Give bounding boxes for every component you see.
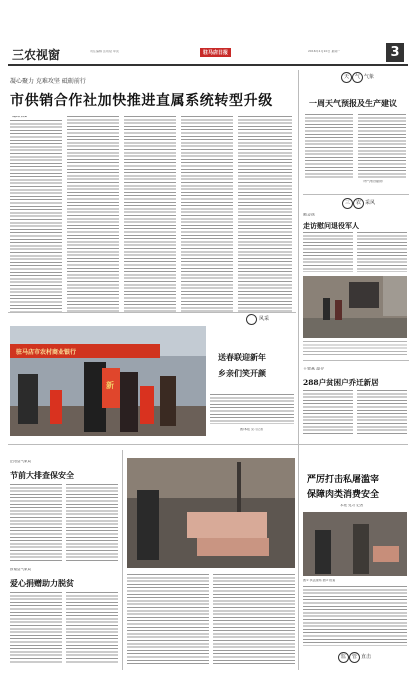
photo-person [120,372,138,432]
weather-tag-char-1: 天 [341,72,352,83]
slaughter-text-1 [127,574,209,664]
couplet-text: 新 [106,381,114,390]
feature-kicker: 师灵选 [303,213,315,217]
news-text-2 [357,390,407,436]
news-headline: 288户贫困户乔迁新居 [303,378,379,387]
story2-headline: 爱心捐赠助力脱贫 [10,578,74,588]
meat-headline-2: 保障肉类消费安全 [307,490,380,500]
red-couplet-tag [102,368,120,408]
feature-caption-circle [246,314,257,325]
date-line: 2016年1月10日 星期一 [308,50,341,53]
photo-meat [187,512,267,538]
story1-text-1 [10,484,62,562]
page-number: 3 [386,43,404,62]
lead-column-1 [10,120,62,312]
weather-tag [341,72,391,82]
feature-photo-caption [303,341,407,355]
feature-tag-char-1: 三 [342,198,353,209]
right-rule-1 [303,194,409,195]
photo-person [18,374,38,424]
story2-text-2 [66,592,118,664]
meat-tag [338,652,398,664]
story2-kicker: 汝南县气象局 [10,568,31,571]
lower-rule [8,444,408,445]
story2-text-1 [10,592,62,664]
weather-footer: （市气象台提供） [361,180,386,183]
photo-ground [10,406,206,436]
banner-rule-top [8,312,296,313]
masthead-rule [8,64,408,66]
photo-truck [349,282,379,308]
meat-tag-tail: 直击 [361,654,372,660]
story1-kicker: 正阳县气象局 [10,460,31,463]
photo-building [383,276,407,316]
feature-photo [303,276,407,338]
banner-headline-2: 乡亲们笑开颜 [218,368,266,378]
weather-tag-tail: 气象 [364,74,375,80]
lower-divider [122,450,123,670]
story1-headline: 节前大排查保安全 [10,470,74,480]
slaughter-text-2 [213,574,295,664]
meat-byline: 本报 见习 记者 [340,504,364,507]
banner-headline-1: 送春联迎新年 [218,352,266,362]
photo-meat [373,546,399,562]
lead-column-3 [124,116,176,312]
banner-red [10,344,160,358]
photo-person [315,530,331,574]
meat-tag-char-1: 监 [338,652,349,663]
right-rule-2 [303,360,409,361]
photo-person [353,524,369,574]
photo-meat [197,538,269,556]
photo-person [160,376,176,426]
lead-kicker: 凝心聚力 克难攻坚 砥砺前行 [10,78,86,85]
banner-photo [10,326,206,436]
feature-caption [246,314,296,324]
photo-person [323,298,330,320]
feature-tag-char-2: 农 [353,198,364,209]
news-text-1 [303,390,353,436]
feature-text-2 [357,232,407,272]
photo-person [335,300,342,320]
masthead [8,42,408,64]
feature-tag-tail: 采风 [365,200,376,206]
banner-photo-credit: 图/本报 见习记者 [240,428,263,431]
weather-box [303,70,409,192]
feature-tag [342,198,402,210]
photo-ground [303,318,407,338]
lead-column-2 [67,116,119,312]
weather-headline: 一周天气预报及生产建议 [309,98,397,108]
section-title: 三农视窗 [12,48,61,62]
photo-couplet [50,390,62,424]
lead-byline: 本报记者 宋江娟 [12,116,27,118]
banner-text: 驻马店市农村商业银行 [16,349,77,356]
feature-text-1 [303,232,353,272]
weather-text-2 [358,114,406,178]
feature-caption-text: 风采 [259,316,270,322]
editor-line: 责任编辑 张希斌 审读 [90,50,119,53]
banner-text-block [210,394,294,424]
newspaper-logo: 驻马店日报 [200,48,231,57]
meat-tag-char-2: 管 [349,652,360,663]
meat-text [303,586,407,646]
weather-text-1 [305,114,353,178]
lead-column-4 [181,116,233,312]
photo-hook [237,462,241,512]
photo-couplet [140,386,154,424]
story1-text-2 [66,484,118,562]
column-divider [298,70,299,670]
lead-column-5 [238,116,292,312]
meat-photo [303,512,407,576]
weather-tag-char-2: 气 [352,72,363,83]
meat-photo-caption: 图① 执法现场 图② 检查 [303,579,336,582]
slaughter-photo [127,458,295,568]
feature-headline: 走访慰问退役军人 [303,221,359,230]
lead-body [10,116,292,312]
meat-headline-1: 严厉打击私屠滥宰 [307,475,380,485]
news-kicker: 王荣燕 高介 [303,367,325,371]
lead-headline: 市供销合作社加快推进直属系统转型升级 [10,93,273,109]
photo-person [137,490,159,560]
